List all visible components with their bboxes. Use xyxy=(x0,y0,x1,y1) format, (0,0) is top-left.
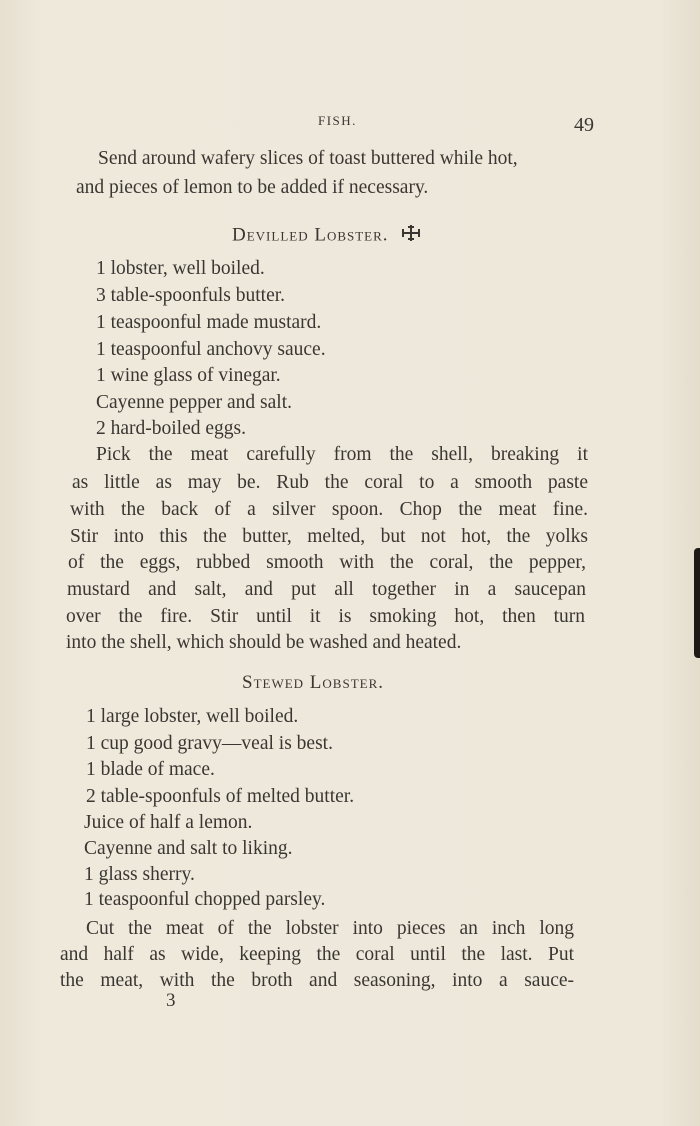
ingredient-item: 3 table-spoonfuls butter. xyxy=(96,285,286,306)
page-edge-mark xyxy=(694,548,700,658)
recipe-title-stewed-lobster: Stewed Lobster. xyxy=(242,672,384,693)
ingredient-item: Cayenne and salt to liking. xyxy=(84,838,293,859)
ingredient-item: 1 teaspoonful chopped parsley. xyxy=(84,889,326,910)
ingredient-item: 1 large lobster, well boiled. xyxy=(86,706,299,727)
method-line: with the back of a silver spoon. Chop the meat fine. xyxy=(70,499,588,520)
cross-mark-icon xyxy=(400,224,422,248)
method-line: of the eggs, rubbed smooth with the coral, the pepper, xyxy=(68,552,586,573)
method-line: Cut the meat of the lobster into pieces an inch long xyxy=(86,918,574,939)
ingredient-item: 1 wine glass of vinegar. xyxy=(96,365,281,386)
method-line: Stir into this the butter, melted, but not hot, the yolks xyxy=(70,526,588,547)
signature-mark: 3 xyxy=(166,990,176,1011)
method-line: as little as may be. Rub the coral to a smooth paste xyxy=(72,472,588,493)
method-line: the meat, with the broth and seasoning, into a sauce- xyxy=(60,970,574,991)
ingredient-item: 1 lobster, well boiled. xyxy=(96,258,265,279)
ingredient-item: 1 cup good gravy—veal is best. xyxy=(86,733,333,754)
page-number: 49 xyxy=(574,114,594,136)
ingredient-item: 1 glass sherry. xyxy=(84,864,195,885)
ingredient-item: 2 hard-boiled eggs. xyxy=(96,418,247,439)
method-line: mustard and salt, and put all together in a saucepan xyxy=(67,579,586,600)
ingredient-item: 2 table-spoonfuls of melted butter. xyxy=(86,786,355,807)
intro-line: Send around wafery slices of toast buttered while hot, xyxy=(98,148,518,169)
running-head: FISH. xyxy=(318,113,357,128)
method-line: into the shell, which should be washed and heated. xyxy=(66,632,462,653)
method-line: over the fire. Stir until it is smoking hot, then turn xyxy=(66,606,585,627)
recipe-title-devilled-lobster xyxy=(232,224,422,248)
intro-line: and pieces of lemon to be added if necessary. xyxy=(76,177,429,198)
method-line: Pick the meat carefully from the shell, breaking it xyxy=(96,444,588,465)
ingredient-item: Cayenne pepper and salt. xyxy=(96,392,293,413)
ingredient-item: 1 blade of mace. xyxy=(86,759,215,780)
ingredient-item: 1 teaspoonful anchovy sauce. xyxy=(96,339,326,360)
recipe-title-text: Devilled Lobster. xyxy=(232,224,389,246)
ingredient-item: Juice of half a lemon. xyxy=(84,812,253,833)
method-line: and half as wide, keeping the coral until the last. Put xyxy=(60,944,574,965)
ingredient-item: 1 teaspoonful made mustard. xyxy=(96,312,322,333)
